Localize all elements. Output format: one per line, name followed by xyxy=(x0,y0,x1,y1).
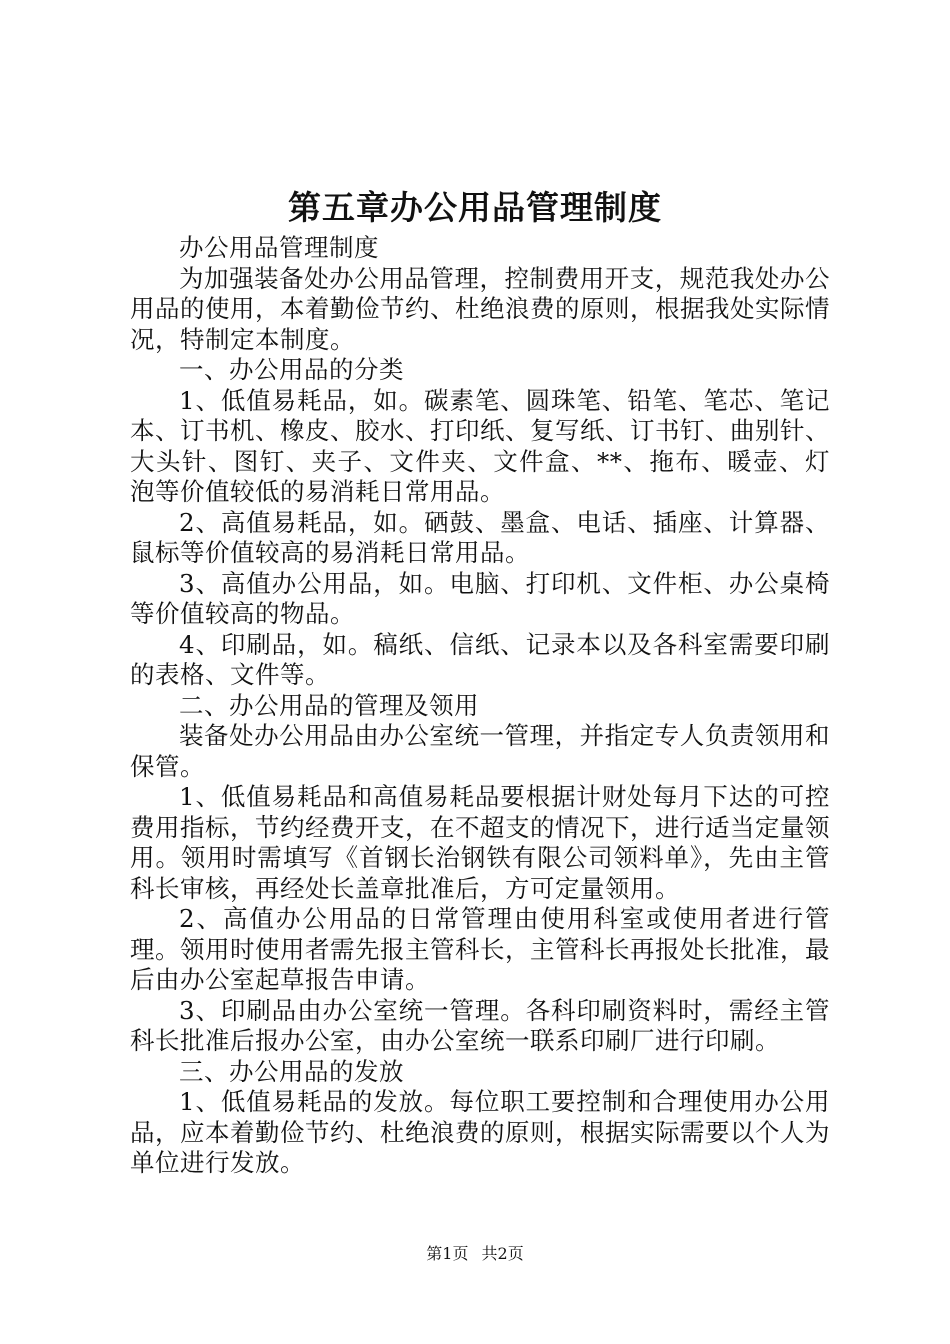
paragraph: 2、高值办公用品的日常管理由使用科室或使用者进行管理。领用时使用者需先报主管科长，主管科长再报处长批准，最后由办公室起草报告申请。 xyxy=(130,904,830,994)
page-footer xyxy=(0,1242,950,1266)
paragraph: 4、印刷品，如。稿纸、信纸、记录本以及各科室需要印刷的表格、文件等。 xyxy=(130,629,830,689)
document-body xyxy=(130,233,830,1179)
paragraph-subtitle: 办公用品管理制度 xyxy=(179,233,379,262)
paragraph: 3、高值办公用品，如。电脑、打印机、文件柜、办公桌椅等价值较高的物品。 xyxy=(130,568,830,628)
paragraph: 1、低值易耗品，如。碳素笔、圆珠笔、铅笔、笔芯、笔记本、订书机、橡皮、胶水、打印纸、复写纸、订书钉、曲别针、大头针、图钉、夹子、文件夹、文件盒、**、拖布、暖壶、灯泡等价值较低的易消耗日常用品。 xyxy=(130,385,830,506)
section-heading-3: 三、办公用品的发放 xyxy=(179,1056,404,1086)
section-heading-2: 二、办公用品的管理及领用 xyxy=(179,690,479,720)
paragraph: 1、低值易耗品和高值易耗品要根据计财处每月下达的可控费用指标，节约经费开支，在不超支的情况下，进行适当定量领用。领用时需填写《首钢长治钢铁有限公司领料单》，先由主管科长审核，再经处长盖章批准后，方可定量领用。 xyxy=(130,782,830,903)
document-title: 第五章办公用品管理制度 xyxy=(288,188,662,227)
paragraph-intro: 为加强装备处办公用品管理，控制费用开支，规范我处办公用品的使用，本着勤俭节约、杜绝浪费的原则，根据我处实际情况，特制定本制度。 xyxy=(130,263,830,354)
paragraph: 3、印刷品由办公室统一管理。各科印刷资料时，需经主管科长批准后报办公室，由办公室统一联系印刷厂进行印刷。 xyxy=(130,995,830,1055)
page-total: 共2页 xyxy=(481,1244,524,1263)
section-heading-1: 一、办公用品的分类 xyxy=(179,355,404,384)
page-number: 第1页 xyxy=(426,1244,469,1263)
paragraph: 2、高值易耗品，如。硒鼓、墨盒、电话、插座、计算器、鼠标等价值较高的易消耗日常用品。 xyxy=(130,507,830,567)
paragraph: 1、低值易耗品的发放。每位职工要控制和合理使用办公用品，应本着勤俭节约、杜绝浪费的原则，根据实际需要以个人为单位进行发放。 xyxy=(130,1087,830,1177)
paragraph: 装备处办公用品由办公室统一管理，并指定专人负责领用和保管。 xyxy=(130,721,830,781)
